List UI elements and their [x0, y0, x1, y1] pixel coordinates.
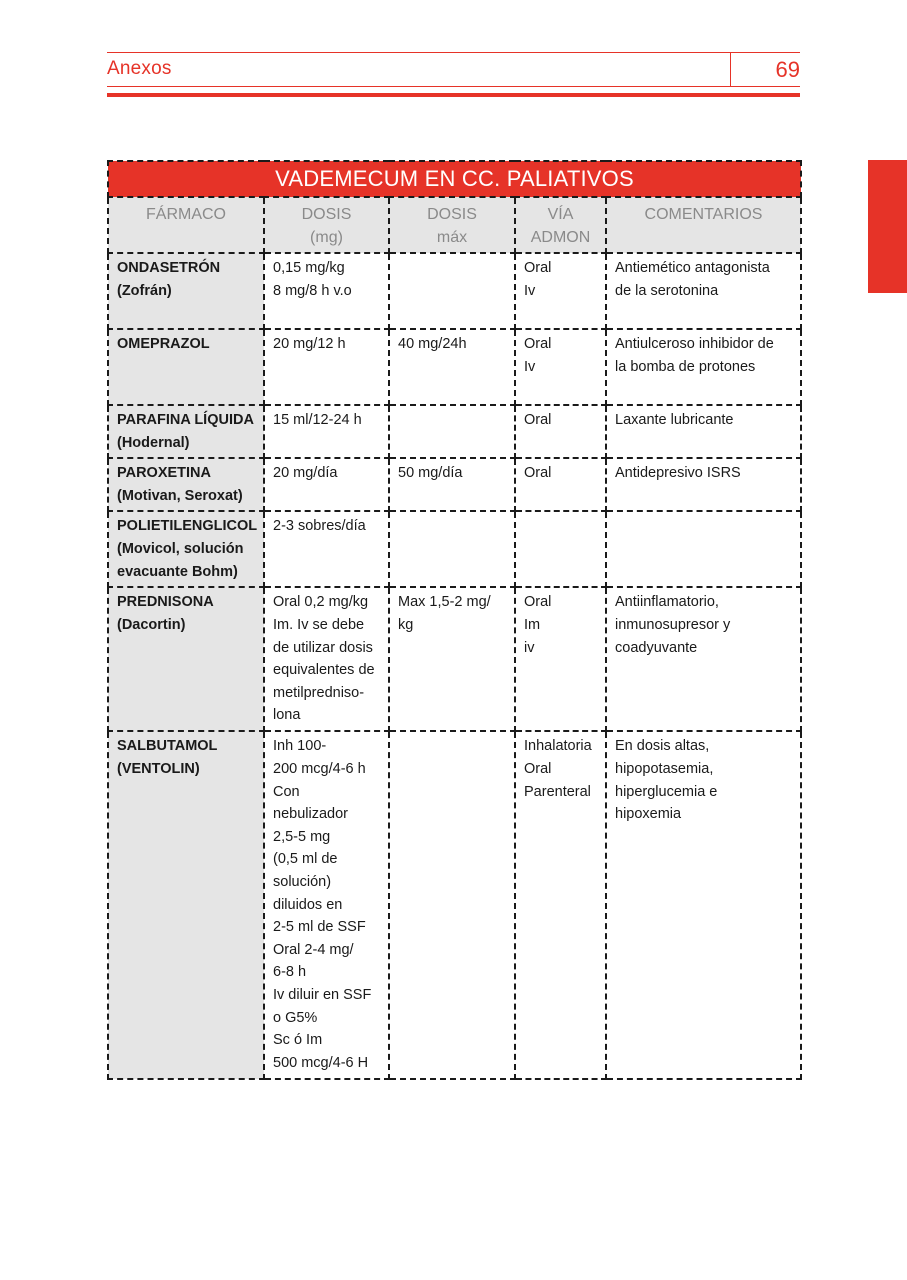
comments-cell-line: Antiinflamatorio, [615, 594, 719, 611]
route-cell [515, 405, 606, 458]
drug-cell-line: evacuante Bohm) [117, 563, 238, 580]
dose-cell-line: solución) [273, 873, 332, 890]
column-header-label: FÁRMACO [146, 206, 226, 223]
table-row [108, 511, 801, 587]
column-header-label: DOSIS [427, 206, 477, 223]
dose-cell [264, 587, 389, 731]
max-dose-cell-line: 40 mg/24h [398, 336, 467, 352]
route-cell [515, 458, 606, 511]
route-cell-line: Oral [524, 336, 552, 352]
dose-cell-line: Iv diluir en SSF [273, 986, 372, 1003]
table-row [108, 253, 801, 329]
dose-cell-line: 500 mcg/4-6 H [273, 1054, 369, 1071]
dose-cell-line: equivalentes de [273, 662, 375, 679]
vademecum-table [107, 160, 802, 1080]
drug-cell-line: (VENTOLIN) [117, 760, 200, 777]
max-dose-cell [389, 253, 515, 329]
comments-cell-line: hiperglucemia e [615, 783, 718, 800]
dose-cell [264, 405, 389, 458]
route-cell-line: Oral [524, 260, 552, 276]
comments-cell-line: coadyuvante [615, 639, 698, 656]
drug-cell-line: (Movicol, solución [117, 540, 244, 557]
route-cell [515, 329, 606, 405]
table-title-row [108, 161, 801, 197]
comments-cell-line: En dosis altas, [615, 738, 710, 755]
comments-cell-line: Antidepresivo ISRS [615, 465, 741, 482]
route-cell [515, 253, 606, 329]
drug-cell-line: ONDASETRÓN [117, 260, 221, 276]
dose-cell [264, 511, 389, 587]
max-dose-cell [389, 731, 515, 1079]
header-rule-thick [107, 93, 800, 97]
route-cell [515, 587, 606, 731]
drug-cell [108, 511, 264, 587]
column-header-unit: (mg) [310, 229, 343, 246]
comments-cell [606, 253, 801, 329]
route-cell-line: Oral [524, 594, 552, 611]
route-cell-line: Im [524, 616, 541, 633]
dose-cell-line: o G5% [273, 1009, 318, 1026]
max-dose-cell [389, 405, 515, 458]
route-cell [515, 731, 606, 1079]
dose-cell-line: 2-5 ml de SSF [273, 919, 366, 936]
route-cell-line: iv [524, 639, 535, 656]
drug-cell [108, 329, 264, 405]
max-dose-cell-line: kg [398, 616, 414, 633]
dose-cell [264, 329, 389, 405]
drug-cell [108, 458, 264, 511]
column-header-comentarios [606, 197, 801, 253]
drug-cell-line: SALBUTAMOL [117, 738, 218, 755]
table-body [108, 253, 801, 1079]
route-cell-line: Oral [524, 760, 552, 777]
drug-cell-line: OMEPRAZOL [117, 336, 210, 352]
column-header-row [108, 197, 801, 253]
drug-cell-line: (Motivan, Seroxat) [117, 487, 243, 504]
dose-cell [264, 731, 389, 1079]
dose-cell-line: metilpredniso- [273, 684, 365, 701]
column-header-label: COMENTARIOS [644, 206, 763, 223]
drug-cell-line: (Hodernal) [117, 434, 190, 451]
dose-cell-line: 0,15 mg/kg [273, 260, 345, 276]
drug-cell [108, 253, 264, 329]
dose-cell-line: 20 mg/12 h [273, 336, 346, 352]
table-row [108, 731, 801, 1079]
dose-cell-line: 2-3 sobres/día [273, 518, 366, 535]
dose-cell-line: Inh 100- [273, 738, 327, 755]
dose-cell [264, 458, 389, 511]
table-row [108, 329, 801, 405]
column-header-label: DOSIS [301, 206, 352, 223]
dose-cell-line: de utilizar dosis [273, 639, 373, 656]
comments-cell-line: Laxante lubricante [615, 412, 734, 428]
dose-cell-line: (0,5 ml de [273, 851, 338, 868]
route-cell-line: Oral [524, 465, 552, 482]
drug-cell-line: (Zofrán) [117, 282, 172, 299]
route-cell [515, 511, 606, 587]
route-cell-line: Inhalatoria [524, 738, 592, 755]
table-row [108, 405, 801, 458]
drug-cell [108, 405, 264, 458]
page-number: 69 [775, 57, 800, 82]
comments-cell [606, 511, 801, 587]
max-dose-cell-line: 50 mg/día [398, 465, 463, 482]
column-header-label: VÍA [547, 206, 574, 223]
column-header-dosis-max [389, 197, 515, 253]
dose-cell-line: 2,5-5 mg [273, 828, 331, 845]
table-row [108, 458, 801, 511]
comments-cell [606, 587, 801, 731]
dose-cell-line: Sc ó Im [273, 1032, 323, 1049]
max-dose-cell [389, 458, 515, 511]
drug-cell-line: (Dacortin) [117, 616, 186, 633]
dose-cell-line: nebulizador [273, 806, 348, 823]
drug-cell [108, 731, 264, 1079]
comments-cell-line: inmunosupresor y [615, 616, 731, 633]
drug-cell-line: PARAFINA LÍQUIDA [117, 412, 254, 428]
table-row [108, 587, 801, 731]
comments-cell-line: hipopotasemia, [615, 760, 714, 777]
route-cell-line: Iv [524, 282, 536, 299]
dose-cell-line: lona [273, 707, 301, 724]
header-rule-bottom [107, 86, 800, 87]
max-dose-cell-line: Max 1,5-2 mg/ [398, 594, 491, 611]
route-cell-line: Iv [524, 358, 536, 375]
table-title: VADEMECUM EN CC. PALIATIVOS [108, 161, 801, 197]
dose-cell [264, 253, 389, 329]
dose-cell-line: Im. Iv se debe [273, 616, 365, 633]
header-divider [730, 53, 731, 86]
drug-cell-line: POLIETILENGLICOL [117, 518, 258, 535]
comments-cell [606, 458, 801, 511]
comments-cell-line: Antiulceroso inhibidor de [615, 336, 774, 352]
column-header-unit: máx [436, 229, 468, 246]
column-header-farmaco [108, 197, 264, 253]
comments-cell-line: de la serotonina [615, 282, 719, 299]
section-title: Anexos [107, 58, 172, 79]
comments-cell [606, 329, 801, 405]
dose-cell-line: 6-8 h [273, 964, 307, 981]
drug-cell-line: PAROXETINA [117, 465, 211, 482]
comments-cell [606, 731, 801, 1079]
drug-cell-line: PREDNISONA [117, 594, 214, 611]
comments-cell-line: la bomba de protones [615, 358, 756, 375]
header-rule-top [107, 52, 800, 53]
dose-cell-line: Oral 0,2 mg/kg [273, 594, 369, 611]
dose-cell-line: 20 mg/día [273, 465, 338, 482]
dose-cell-line: diluidos en [273, 896, 343, 913]
max-dose-cell [389, 329, 515, 405]
chapter-tab-marker [868, 160, 907, 293]
drug-cell [108, 587, 264, 731]
dose-cell-line: Oral 2-4 mg/ [273, 941, 354, 958]
dose-cell-line: 8 mg/8 h v.o [273, 282, 352, 299]
dose-cell-line: 15 ml/12-24 h [273, 412, 362, 428]
comments-cell-line: hipoxemia [615, 806, 682, 823]
max-dose-cell [389, 587, 515, 731]
column-header-unit: ADMON [530, 229, 591, 246]
dose-cell-line: Con [273, 783, 300, 800]
max-dose-cell [389, 511, 515, 587]
column-header-dosis [264, 197, 389, 253]
route-cell-line: Parenteral [524, 783, 591, 800]
route-cell-line: Oral [524, 412, 552, 428]
comments-cell-line: Antiemético antagonista [615, 260, 770, 276]
comments-cell [606, 405, 801, 458]
column-header-via [515, 197, 606, 253]
dose-cell-line: 200 mcg/4-6 h [273, 760, 366, 777]
